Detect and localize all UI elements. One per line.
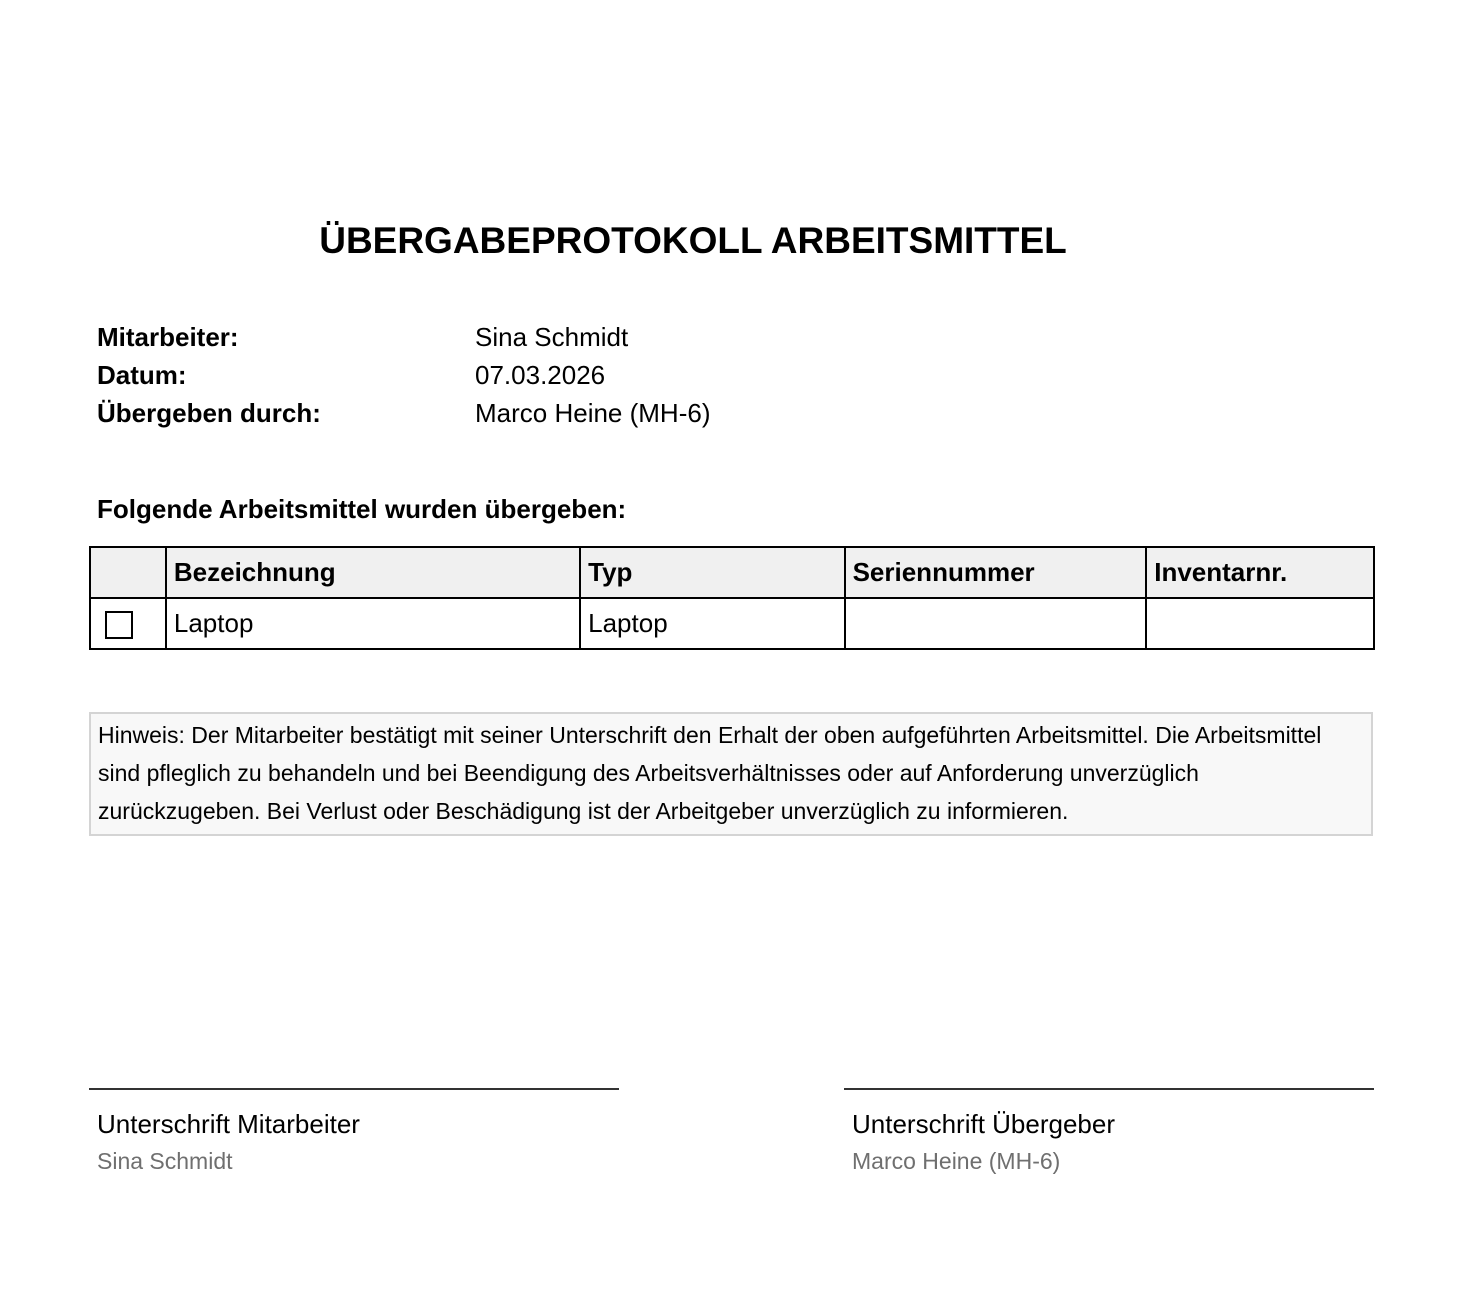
meta-value: Sina Schmidt xyxy=(475,322,629,352)
table-row xyxy=(90,598,1374,649)
meta-label: Mitarbeiter: xyxy=(97,322,239,352)
meta-row-datum xyxy=(97,358,711,396)
header-bezeichnung: Bezeichnung xyxy=(166,547,580,598)
meta-block xyxy=(97,320,711,434)
header-typ: Typ xyxy=(580,547,844,598)
meta-value: 07.03.2026 xyxy=(475,360,606,390)
checkbox[interactable] xyxy=(105,611,133,639)
meta-row-mitarbeiter xyxy=(97,320,711,358)
header-check xyxy=(90,547,166,598)
meta-row-uebergeben xyxy=(97,396,711,434)
cell-inventarnr xyxy=(1146,598,1374,649)
header-inventarnr: Inventarnr. xyxy=(1146,547,1374,598)
cell-typ: Laptop xyxy=(580,598,844,649)
signature-employee xyxy=(89,1088,619,1176)
meta-value: Marco Heine (MH-6) xyxy=(475,398,711,428)
table-header-row xyxy=(90,547,1374,598)
cell-seriennummer xyxy=(845,598,1147,649)
items-table xyxy=(89,546,1375,650)
document-title: ÜBERGABEPROTOKOLL ARBEITSMITTEL xyxy=(319,220,1067,261)
meta-label: Datum: xyxy=(97,360,187,390)
signature-label: Unterschrift Übergeber xyxy=(852,1109,1115,1139)
header-seriennummer: Seriennummer xyxy=(845,547,1147,598)
signature-name: Marco Heine (MH-6) xyxy=(852,1148,1061,1174)
signature-handover xyxy=(844,1088,1374,1176)
cell-bezeichnung: Laptop xyxy=(166,598,580,649)
section-heading: Folgende Arbeitsmittel wurden übergeben: xyxy=(97,494,627,524)
note-box: Hinweis: Der Mitarbeiter bestätigt mit seiner Unterschrift den Erhalt der oben aufgeführten Arbeitsmittel. Die Arbeitsmittel sind pfleglich zu behandeln und bei Beendigung des Arbeitsverhältnisses oder auf Anforderung unverzüglich zurückzugeben. Bei Verlust oder Beschädigung ist der Arbeitgeber unverzüglich zu informieren. xyxy=(89,712,1373,836)
signature-line xyxy=(89,1088,619,1090)
signature-label: Unterschrift Mitarbeiter xyxy=(97,1109,360,1139)
check-cell xyxy=(90,598,166,649)
signature-name: Sina Schmidt xyxy=(97,1148,233,1174)
signature-line xyxy=(844,1088,1374,1090)
meta-label: Übergeben durch: xyxy=(97,398,321,428)
